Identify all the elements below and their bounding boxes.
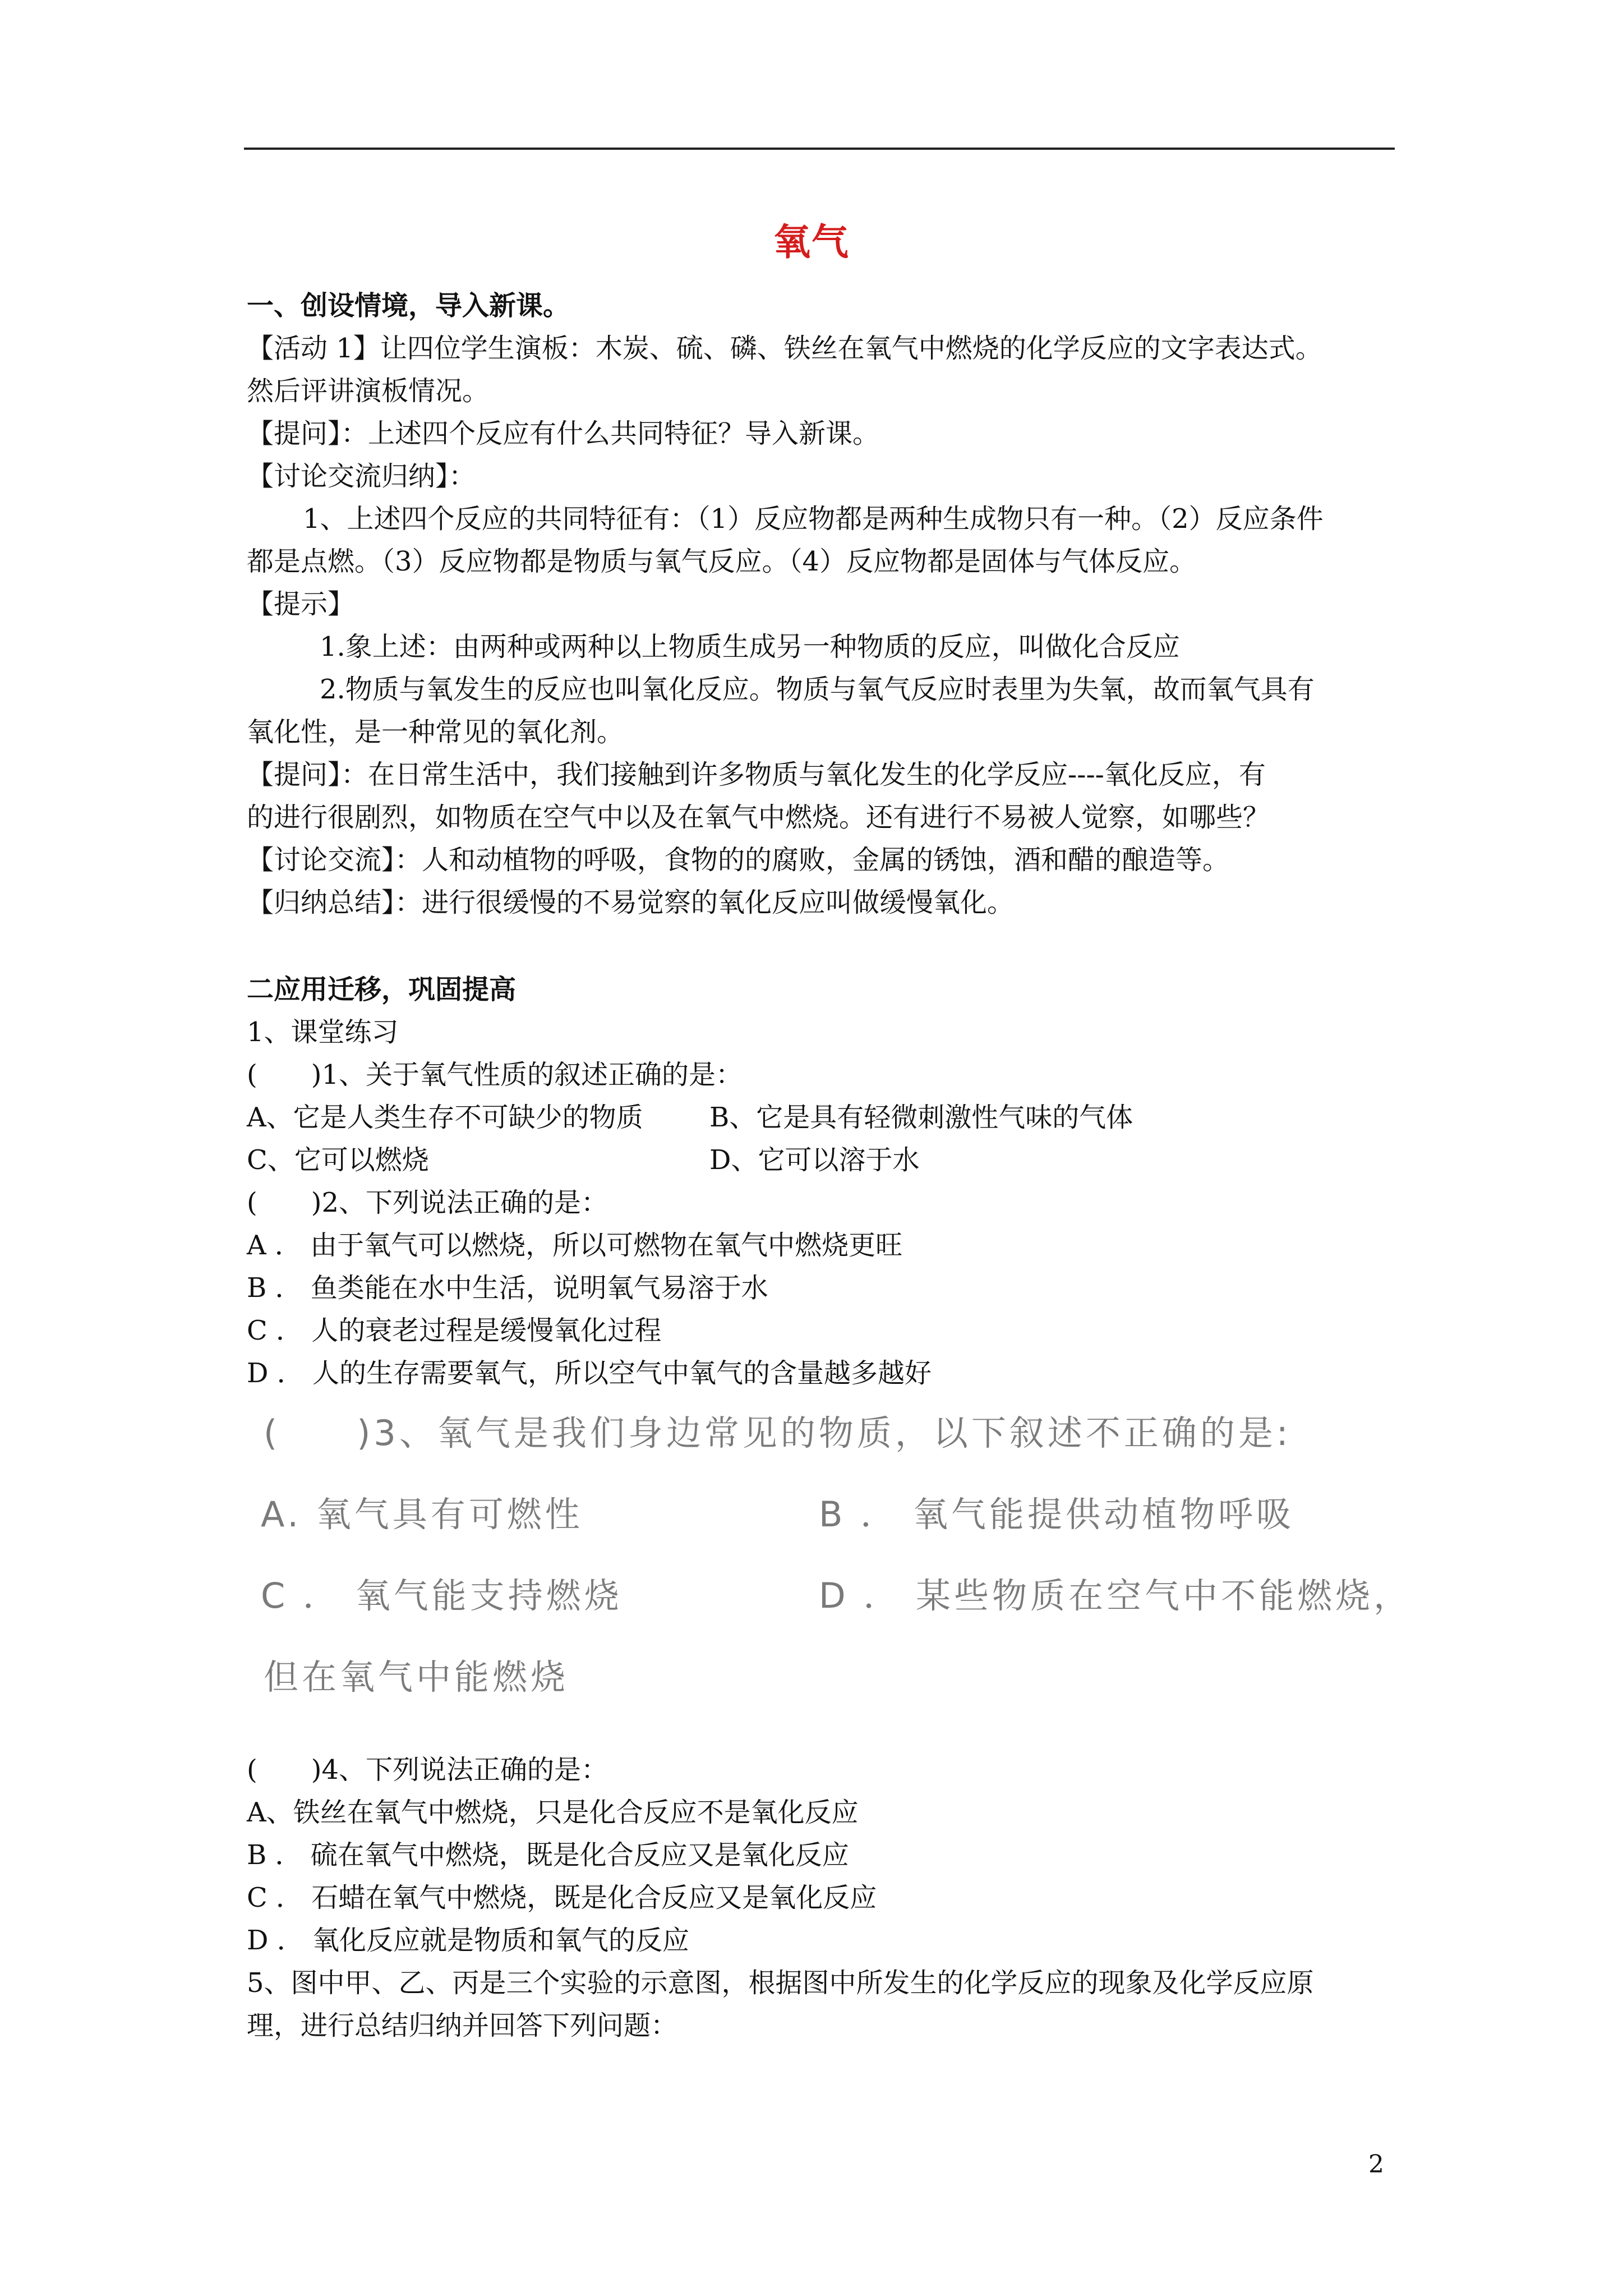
paragraph-line: 【提问】：上述四个反应有什么共同特征？导入新课。: [247, 418, 880, 449]
question-1-option-c: C、它可以燃烧: [247, 1144, 429, 1176]
question-4-stem: ( )4、下列说法正确的是：: [247, 1754, 608, 1786]
question-2-stem: ( )2、下列说法正确的是：: [247, 1187, 608, 1218]
section1-heading: 一、创设情境，导入新课。: [247, 290, 570, 321]
question-5-line: 理，进行总结归纳并回答下列问题：: [247, 2010, 678, 2041]
question-4-option-b: B ． 硫在氧气中燃烧，既是化合反应又是氧化反应: [247, 1839, 849, 1871]
question-2-option-d: D ． 人的生存需要氧气，所以空气中氧气的含量越多越好: [247, 1358, 932, 1389]
question-3-option-d: D ． 某些物质在空气中不能燃烧，: [819, 1575, 1412, 1616]
header-rule: [244, 148, 1395, 150]
paragraph-line: 1、上述四个反应的共同特征有：（1）反应物都是两种生成物只有一种。（2）反应条件: [303, 503, 1324, 535]
question-1-stem: ( )1、关于氧气性质的叙述正确的是：: [247, 1059, 743, 1091]
paragraph-line: 的进行很剧烈，如物质在空气中以及在氧气中燃烧。还有进行不易被人觉察，如哪些？: [247, 802, 1270, 833]
page-title: 氧气: [773, 220, 850, 264]
question-3-option-d-continued: 但在氧气中能燃烧: [264, 1657, 569, 1697]
practice-label: 1、课堂练习: [247, 1016, 399, 1048]
question-5-line: 5、图中甲、乙、丙是三个实验的示意图，根据图中所发生的化学反应的现象及化学反应原: [247, 1967, 1314, 1999]
question-2-option-b: B ． 鱼类能在水中生活，说明氧气易溶于水: [247, 1272, 768, 1304]
paragraph-line: 【提问】：在日常生活中，我们接触到许多物质与氧化发生的化学反应----氧化反应，有: [247, 759, 1266, 790]
question-3-image-block: [247, 1405, 1412, 1742]
paragraph-line: 【归纳总结】：进行很缓慢的不易觉察的氧化反应叫做缓慢氧化。: [247, 887, 1015, 918]
question-4-option-d: D ． 氧化反应就是物质和氧气的反应: [247, 1925, 690, 1956]
question-3-option-b: B ． 氧气能提供动植物呼吸: [819, 1494, 1294, 1535]
question-2-option-a: A ． 由于氧气可以燃烧，所以可燃物在氧气中燃烧更旺: [247, 1230, 903, 1261]
question-4-option-c: C ． 石蜡在氧气中燃烧，既是化合反应又是氧化反应: [247, 1882, 877, 1913]
question-2-option-c: C ． 人的衰老过程是缓慢氧化过程: [247, 1315, 662, 1346]
paragraph-line: 【讨论交流】：人和动植物的呼吸，食物的的腐败，金属的锈蚀，酒和醋的酿造等。: [247, 844, 1230, 876]
question-3-option-a: A. 氧气具有可燃性: [261, 1494, 583, 1535]
paragraph-line: 2.物质与氧发生的反应也叫氧化反应。物质与氧气反应时表里为失氧，故而氧气具有: [320, 674, 1315, 705]
paragraph-line: 然后评讲演板情况。: [247, 375, 490, 407]
paragraph-line: 氧化性，是一种常见的氧化剂。: [247, 716, 624, 748]
paragraph-line: 1.象上述：由两种或两种以上物质生成另一种物质的反应，叫做化合反应: [320, 631, 1180, 662]
question-3-stem: ( )3、氧气是我们身边常见的物质，以下叙述不正确的是:: [264, 1412, 1292, 1453]
paragraph-line: 都是点燃。（3）反应物都是物质与氧气反应。（4）反应物都是固体与气体反应。: [247, 546, 1197, 577]
page-number: 2: [1368, 2150, 1384, 2179]
paragraph-line: 【讨论交流归纳】：: [247, 461, 476, 492]
question-1-option-a: A、它是人类生存不可缺少的物质: [247, 1102, 643, 1133]
paragraph-line: 【提示】: [247, 588, 355, 620]
question-1-option-b: B、它是具有轻微刺激性气味的气体: [709, 1102, 1133, 1133]
question-1-option-d: D、它可以溶于水: [709, 1144, 920, 1176]
question-4-option-a: A、铁丝在氧气中燃烧，只是化合反应不是氧化反应: [247, 1797, 859, 1828]
question-3-option-c: C ． 氧气能支持燃烧: [261, 1575, 623, 1616]
section2-heading: 二应用迁移，巩固提高: [247, 974, 517, 1005]
paragraph-line: 【活动 1】让四位学生演板：木炭、硫、磷、铁丝在氧气中燃烧的化学反应的文字表达式。: [247, 333, 1322, 364]
